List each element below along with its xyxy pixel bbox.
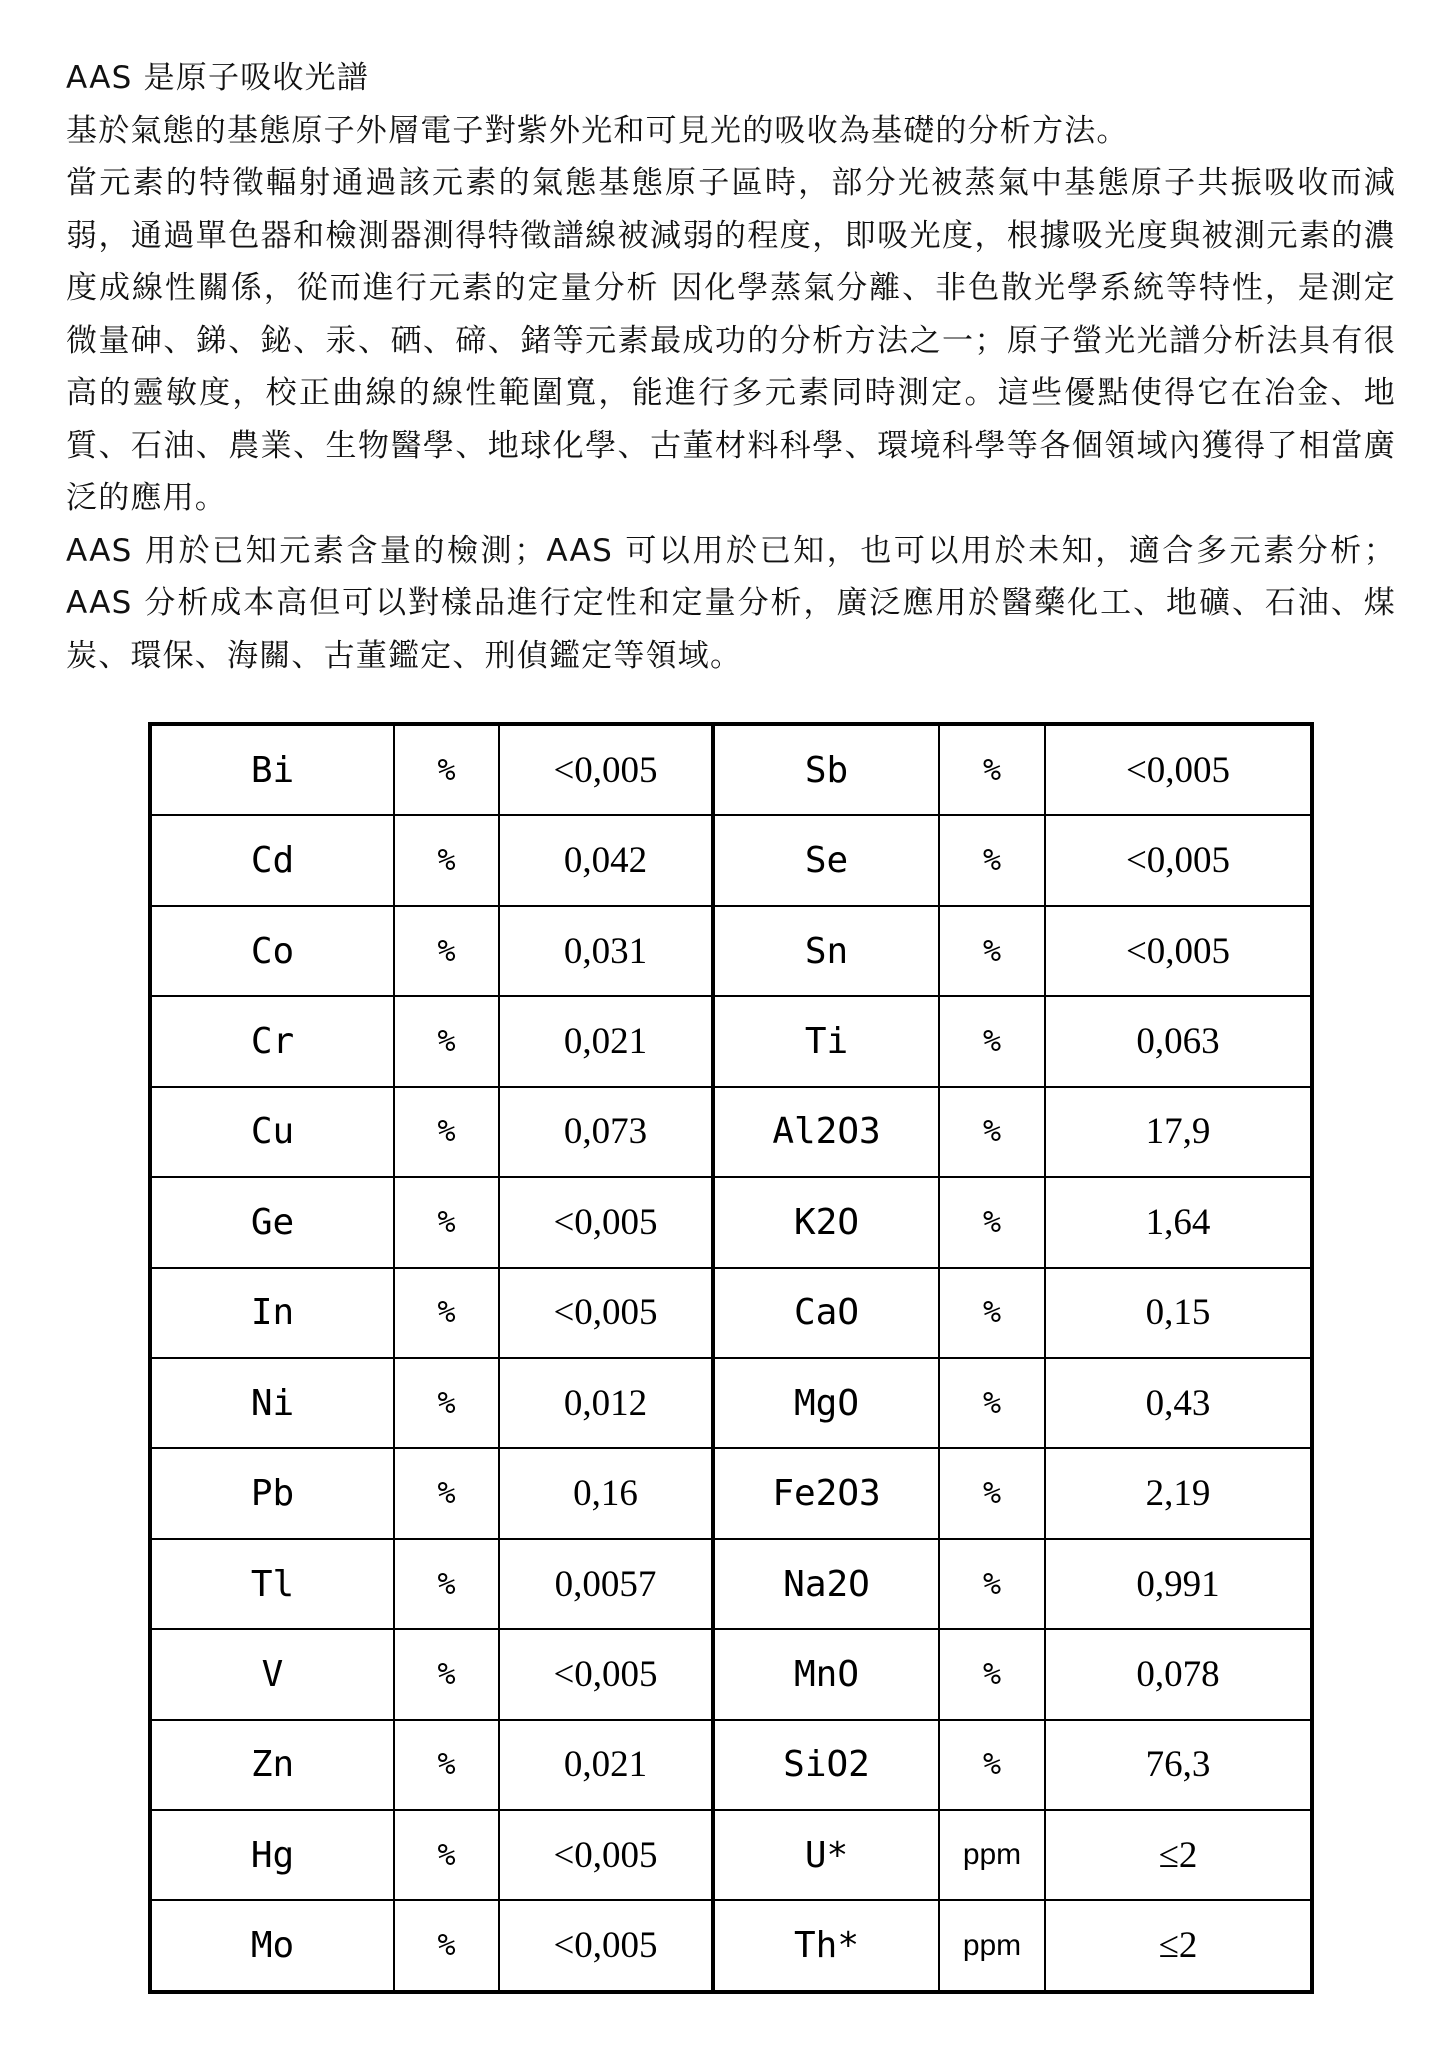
element-cell: Zn	[150, 1720, 394, 1810]
unit-cell: %	[939, 906, 1045, 996]
value-cell: 0,0057	[499, 1539, 713, 1629]
unit-cell: %	[394, 1358, 499, 1448]
value-cell: <0,005	[499, 1177, 713, 1267]
value-cell: <0,005	[499, 724, 713, 815]
value-cell: 2,19	[1045, 1448, 1312, 1538]
table-row	[150, 1177, 1312, 1267]
table-row	[150, 1720, 1312, 1810]
value-cell: <0,005	[1045, 724, 1312, 815]
unit-cell: %	[394, 815, 499, 905]
unit-cell: ppm	[939, 1810, 1045, 1900]
table-row	[150, 1810, 1312, 1900]
table-row	[150, 1539, 1312, 1629]
table-row	[150, 1448, 1312, 1538]
table-row	[150, 906, 1312, 996]
value-cell: <0,005	[499, 1900, 713, 1992]
value-cell: <0,005	[1045, 906, 1312, 996]
unit-cell: %	[394, 724, 499, 815]
value-cell: 17,9	[1045, 1087, 1312, 1177]
element-cell: Se	[713, 815, 939, 905]
unit-cell: %	[394, 1268, 499, 1358]
element-cell: Sn	[713, 906, 939, 996]
value-cell: <0,005	[499, 1810, 713, 1900]
element-cell: U*	[713, 1810, 939, 1900]
value-cell: 0,073	[499, 1087, 713, 1177]
table-row	[150, 1900, 1312, 1992]
element-cell: Al2O3	[713, 1087, 939, 1177]
table-row	[150, 815, 1312, 905]
value-cell: 0,012	[499, 1358, 713, 1448]
unit-cell: %	[394, 1448, 499, 1538]
unit-cell: %	[939, 1087, 1045, 1177]
element-cell: Th*	[713, 1900, 939, 1992]
value-cell: 76,3	[1045, 1720, 1312, 1810]
paragraph-applications: AAS 用於已知元素含量的檢測；AAS 可以用於已知，也可以用於未知，適合多元素分析；AAS 分析成本高但可以對樣品進行定性和定量分析，廣泛應用於醫藥化工、地礦、石油、煤炭、環保、海關、古董鑑定、刑偵鑑定等領域。	[66, 532, 1396, 674]
unit-cell: %	[394, 1629, 499, 1719]
analysis-results-table	[148, 722, 1314, 1994]
table-row	[150, 724, 1312, 815]
value-cell: <0,005	[1045, 815, 1312, 905]
value-cell: <0,005	[499, 1629, 713, 1719]
unit-cell: %	[939, 1629, 1045, 1719]
element-cell: V	[150, 1629, 394, 1719]
unit-cell: %	[939, 996, 1045, 1086]
element-cell: Fe2O3	[713, 1448, 939, 1538]
element-cell: Ni	[150, 1358, 394, 1448]
element-cell: Co	[150, 906, 394, 996]
unit-cell: %	[394, 1900, 499, 1992]
paragraph-principle: 當元素的特徵輻射通過該元素的氣態基態原子區時，部分光被蒸氣中基態原子共振吸收而減弱，通過單色器和檢測器測得特徵譜線被減弱的程度，即吸光度，根據吸光度與被測元素的濃度成線性關係，從而進行元素的定量分析 因化學蒸氣分離、非色散光學系統等特性，是測定微量砷、銻、鉍、汞、硒、碲、鍺等元素最成功的分析方法之一；原子螢光光譜分析法具有很高的靈敏度，校正曲線的線性範圍寬，能進行多元素同時測定。這些優點使得它在冶金、地質、石油、農業、生物醫學、地球化學、古董材料科學、環境科學等各個領域內獲得了相當廣泛的應用。	[66, 165, 1396, 516]
element-cell: Cu	[150, 1087, 394, 1177]
element-cell: Mo	[150, 1900, 394, 1992]
table-row	[150, 996, 1312, 1086]
element-cell: Sb	[713, 724, 939, 815]
value-cell: 0,063	[1045, 996, 1312, 1086]
value-cell: 0,991	[1045, 1539, 1312, 1629]
unit-cell: %	[394, 1539, 499, 1629]
unit-cell: %	[394, 996, 499, 1086]
element-cell: Cd	[150, 815, 394, 905]
unit-cell: %	[939, 1358, 1045, 1448]
element-cell: Cr	[150, 996, 394, 1086]
value-cell: 0,031	[499, 906, 713, 996]
paragraph-definition: 基於氣態的基態原子外層電子對紫外光和可見光的吸收為基礎的分析方法。	[66, 112, 1129, 149]
unit-cell: %	[394, 1810, 499, 1900]
element-cell: SiO2	[713, 1720, 939, 1810]
unit-cell: ppm	[939, 1900, 1045, 1992]
value-cell: ≤2	[1045, 1810, 1312, 1900]
unit-cell: %	[394, 1087, 499, 1177]
value-cell: 0,15	[1045, 1268, 1312, 1358]
element-cell: Ti	[713, 996, 939, 1086]
unit-cell: %	[939, 1448, 1045, 1538]
element-cell: Ge	[150, 1177, 394, 1267]
value-cell: 0,021	[499, 996, 713, 1086]
value-cell: 0,021	[499, 1720, 713, 1810]
value-cell: 1,64	[1045, 1177, 1312, 1267]
element-cell: In	[150, 1268, 394, 1358]
value-cell: 0,16	[499, 1448, 713, 1538]
unit-cell: %	[939, 1177, 1045, 1267]
results-table-body	[150, 724, 1312, 1992]
value-cell: <0,005	[499, 1268, 713, 1358]
unit-cell: %	[394, 1177, 499, 1267]
unit-cell: %	[939, 815, 1045, 905]
element-cell: Na2O	[713, 1539, 939, 1629]
element-cell: MnO	[713, 1629, 939, 1719]
table-row	[150, 1629, 1312, 1719]
value-cell: 0,078	[1045, 1629, 1312, 1719]
value-cell: 0,43	[1045, 1358, 1312, 1448]
value-cell: ≤2	[1045, 1900, 1312, 1992]
unit-cell: %	[939, 724, 1045, 815]
unit-cell: %	[939, 1720, 1045, 1810]
unit-cell: %	[394, 906, 499, 996]
intro-text	[66, 52, 1396, 682]
element-cell: K2O	[713, 1177, 939, 1267]
value-cell: 0,042	[499, 815, 713, 905]
unit-cell: %	[939, 1268, 1045, 1358]
unit-cell: %	[939, 1539, 1045, 1629]
table-row	[150, 1358, 1312, 1448]
element-cell: CaO	[713, 1268, 939, 1358]
table-row	[150, 1268, 1312, 1358]
element-cell: MgO	[713, 1358, 939, 1448]
element-cell: Tl	[150, 1539, 394, 1629]
paragraph-heading: AAS 是原子吸收光譜	[66, 60, 370, 96]
element-cell: Bi	[150, 724, 394, 815]
table-row	[150, 1087, 1312, 1177]
unit-cell: %	[394, 1720, 499, 1810]
element-cell: Hg	[150, 1810, 394, 1900]
element-cell: Pb	[150, 1448, 394, 1538]
